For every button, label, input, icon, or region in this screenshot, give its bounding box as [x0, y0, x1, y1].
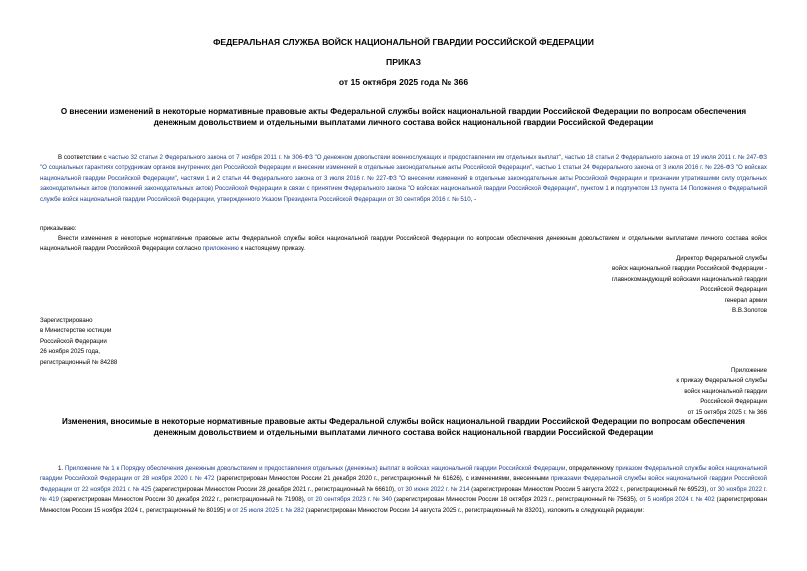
- appendix-title: Изменения, вносимые в некоторые нормативные правовые акты Федеральной службы войск национальной гвардии Российской Федерации по вопросам обеспечения денежным довольствием и отдельными выплатами личного состава войск национальной гвардии Российской Федерации: [61, 417, 746, 437]
- appendix-block: [676, 366, 767, 418]
- law-226-link[interactable]: частью 1 статьи 24 Федерального закона от 3 июля 2016 г. № 226-ФЗ "О войсках национальной гвардии Российской Федерации": [40, 164, 767, 182]
- appendix-line: от 15 октября 2025 г. № 366: [687, 408, 767, 416]
- signature-line: Директор Федеральной службы: [676, 255, 767, 262]
- item-text: (зарегистрирован Минюстом России 15 ноября 2024 г., регистрационный № 80195) и: [40, 496, 767, 514]
- preamble-text: ,: [561, 154, 565, 161]
- registration-line: Российской Федерации: [40, 337, 107, 345]
- appendix1-order-link[interactable]: Приложение № 1 к Порядку обеспечения денежным довольствием и предоставления отдельных (денежных) выплат в войсках национальной гвардии Российской Федерации: [64, 465, 566, 472]
- decree-510-link[interactable]: подпунктом 13 пункта 14 Положения о Федеральной службе войск национальной гвардии Российской Федерации, утвержденного Указом Президента Российской Федерации от 30 сентября 2016 г. № 510: [40, 185, 768, 203]
- signature-block: [612, 254, 767, 316]
- order-472-link[interactable]: приказом Федеральной службы войск национальной гвардии Российской Федерации от 28 ноября 2020 г. № 472: [40, 465, 768, 483]
- law-227-link[interactable]: 2 статьи 44 Федерального закона от 3 июля 2016 г. № 227-ФЗ "О внесении изменений в отдельные законодательные акты Российской Федерации и признании утратившими силу отдельных законодательных актов (положений законодательных актов) Российской Федерации в связи с принятием Федерального закона "О войсках национальной гвардии Российской Федерации": [40, 174, 767, 193]
- directive-text: к настоящему приказу.: [238, 245, 305, 253]
- preamble-text: , -: [470, 195, 477, 203]
- document-title: О внесении изменений в некоторые нормативные правовые акты Федеральной службы войск национальной гвардии Российской Федерации по вопросам обеспечения денежным довольствием и отдельными выплатами личного состава войск национальной гвардии Российской Федерации: [60, 107, 747, 127]
- signature-line: генерал армии: [724, 296, 767, 304]
- appendix-line: войск национальной гвардии: [684, 387, 767, 395]
- directive-paragraph: [40, 234, 767, 255]
- order-425-link[interactable]: приказами Федеральной службы войск национальной гвардии Российской Федерации от 22 ноября 2021 г. № 425: [40, 475, 767, 493]
- date-number-heading: от 15 октября 2025 года № 366: [338, 77, 469, 87]
- preamble-text: и: [209, 174, 217, 182]
- item-text: (зарегистрирован Минюстом России 5 августа 2022 г., регистрационный № 69523),: [469, 485, 710, 493]
- appendix-line: Приложение: [730, 367, 767, 374]
- item-text: (зарегистрирован Минюстом России 21 декабря 2020 г., регистрационный № 61626), с изменениями, внесенными: [214, 475, 551, 483]
- item-1-paragraph: [40, 464, 767, 516]
- law-247-link[interactable]: частью 18 статьи 2 Федерального закона от 19 июля 2011 г. № 247-ФЗ "О социальных гарантиях сотрудникам органов внутренних дел Российской Федерации и внесении изменений в отдельные законодательные акты Российской Федерации": [40, 154, 767, 172]
- order-214-link[interactable]: от 30 июня 2022 г. № 214: [397, 485, 470, 493]
- item-text: (зарегистрирован Минюстом России 14 августа 2025 г., регистрационный № 83201), изложить в следующей редакции:: [304, 506, 645, 514]
- registration-number: регистрационный № 84288: [40, 358, 118, 366]
- agency-heading: ФЕДЕРАЛЬНАЯ СЛУЖБА ВОЙСК НАЦИОНАЛЬНОЙ ГВАРДИИ РОССИЙСКОЙ ФЕДЕРАЦИИ: [213, 37, 594, 47]
- doc-type-heading: ПРИКАЗ: [386, 57, 421, 67]
- preamble-text: В соответствии с: [58, 154, 109, 161]
- order-340-link[interactable]: от 20 сентября 2023 г. № 340: [307, 496, 392, 504]
- registration-date: 26 ноября 2025 года,: [40, 348, 101, 356]
- preamble-text: и: [608, 185, 616, 193]
- item-text: 1.: [58, 465, 65, 472]
- registration-line: в Министерстве юстиции: [40, 327, 112, 335]
- order-282-link[interactable]: от 25 июля 2025 г. № 282: [232, 506, 305, 514]
- directive-text: Внести изменения в некоторые нормативные правовые акты Федеральной службы войск национальной гвардии Российской Федерации по вопросам обеспечения денежным довольствием и отдельными выплатами личного состава войск национальной гвардии Российской Федерации согласно: [40, 235, 767, 253]
- signature-line: главнокомандующий войсками национальной гвардии: [611, 275, 767, 283]
- appendix-line: Российской Федерации: [700, 398, 767, 406]
- appendix-link[interactable]: приложению: [202, 245, 239, 253]
- law-227-part1-link[interactable]: частями 1: [180, 174, 210, 182]
- appendix-line: к приказу Федеральной службы: [676, 377, 767, 385]
- registration-line: Зарегистрировано: [40, 317, 93, 324]
- item-text: , определенному: [565, 465, 616, 472]
- order-word: приказываю:: [40, 225, 77, 232]
- item-text: (зарегистрирован Минюстом России 18 октября 2023 г., регистрационный № 75635),: [391, 496, 640, 504]
- law-306-link[interactable]: частью 32 статьи 2 Федерального закона от 7 ноября 2011 г. № 306-ФЗ "О денежном довольствии военнослужащих и предоставлении им отдельных выплат": [108, 154, 562, 161]
- item-text: (зарегистрирован Минюстом России 30 декабря 2022 г., регистрационный № 71908),: [58, 496, 308, 504]
- registration-block: [40, 316, 117, 368]
- order-402-link[interactable]: от 5 ноября 2024 г. № 402: [639, 496, 715, 504]
- item-text: (зарегистрирован Минюстом России 28 декабря 2021 г., регистрационный № 66610),: [151, 485, 398, 493]
- preamble-text: ,: [532, 164, 536, 172]
- signature-name: В.В.Золотов: [732, 307, 767, 315]
- preamble-text: ,: [176, 174, 181, 182]
- order-419-link[interactable]: от 30 ноября 2022 г. № 419: [40, 485, 767, 504]
- preamble-text: ,: [577, 185, 581, 193]
- preamble-paragraph: [40, 153, 767, 205]
- signature-line: войск национальной гвардии Российской Федерации -: [612, 265, 767, 273]
- regulation-point1-link[interactable]: пунктом 1: [580, 185, 609, 193]
- signature-line: Российской Федерации: [700, 286, 767, 294]
